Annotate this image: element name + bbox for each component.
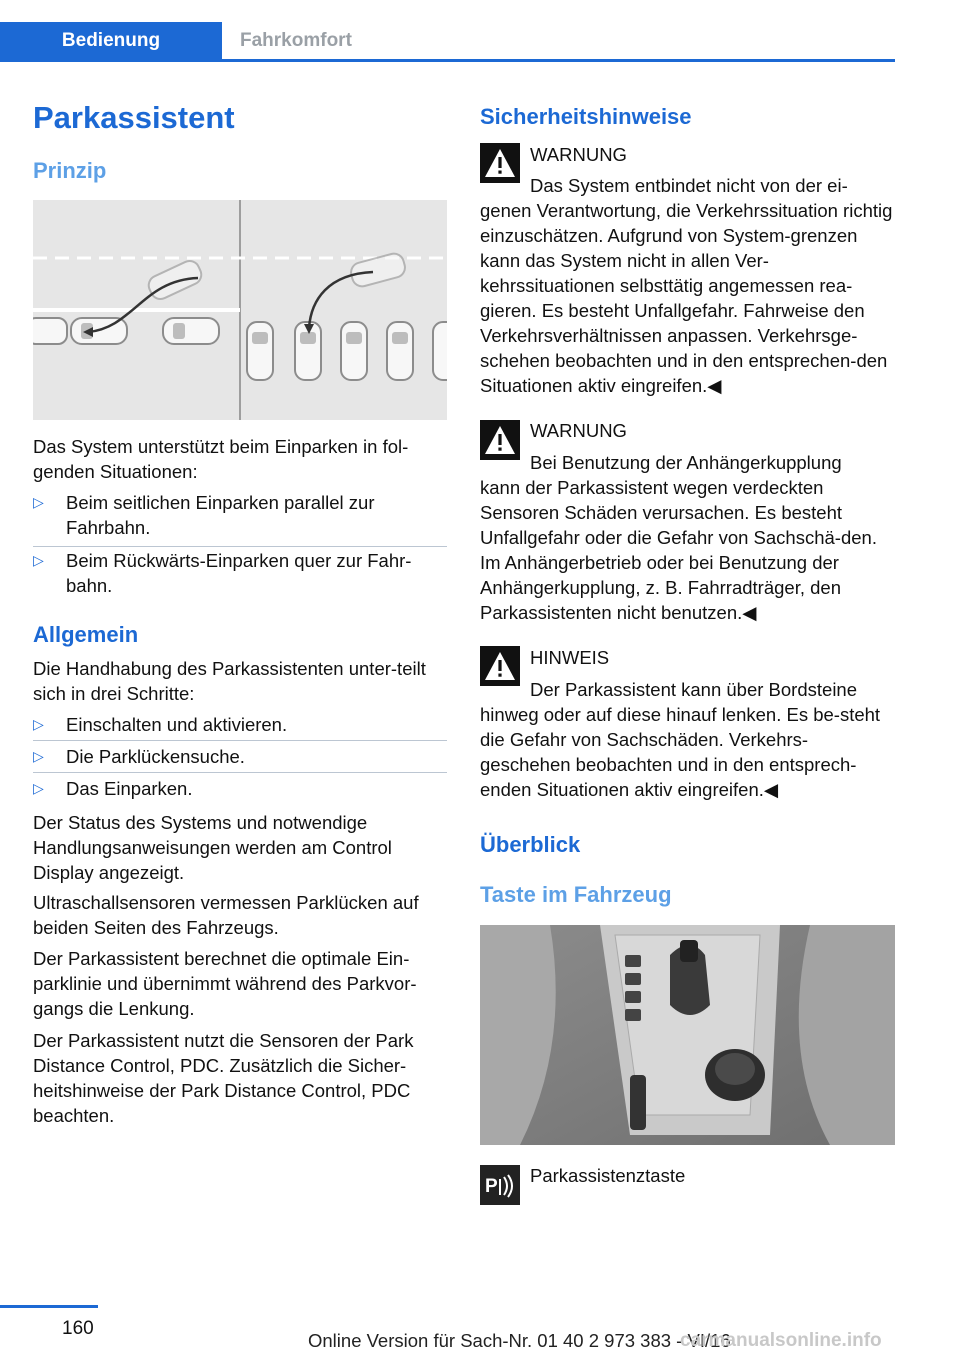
warning-icon: [480, 143, 520, 183]
divider: [33, 740, 447, 741]
svg-text:P: P: [485, 1176, 498, 1197]
warning-icon: [480, 646, 520, 686]
triangle-bullet-icon: ▷: [33, 780, 44, 796]
watermark: carmanualsonline.info: [680, 1330, 882, 1351]
button-caption: Parkassistenztaste: [530, 1165, 686, 1186]
overview-heading: Überblick: [480, 832, 581, 857]
page-title: Parkassistent: [33, 100, 235, 135]
notice-text: hinweg oder auf diese hinauf lenken. Es be-steht die Gefahr von Sachschäden. Verkehrs-geschehen beobachten und in den entsprech-enden Situationen aktiv eingreifen.◀: [480, 704, 881, 800]
notice-label: WARNUNG: [530, 144, 627, 165]
notice-first-line: Der Parkassistent kann über Bordsteine: [530, 679, 858, 700]
button-heading: Taste im Fahrzeug: [480, 882, 672, 907]
paragraph: Der Parkassistent berechnet die optimale Ein-parklinie und übernimmt während des Parkvor-gangs die Lenkung.: [33, 948, 417, 1019]
notice-label: HINWEIS: [530, 647, 610, 668]
general-heading: Allgemein: [33, 622, 139, 647]
notice-first-line: Das System entbindet nicht von der ei-: [530, 175, 848, 196]
online-version-text: Online Version für Sach-Nr. 01 40 2 973 383 - VI/16: [308, 1330, 731, 1351]
notice-text: genen Verantwortung, die Verkehrssituation richtig einzuschätzen. Aufgrund von System-grenzen kann das System nicht in allen Ver-kehrssituationen selbsttätig angemessen rea-gieren. Es besteht Unfallgefahr. Fahrweise den Verkehrsverhältnissen anpassen. Verkehrsge-schehen beobachten und in den entsprechen-den Situationen aktiv eingreifen.◀: [480, 200, 893, 396]
notice-label: WARNUNG: [530, 420, 627, 441]
center-console-photo: [480, 925, 895, 1145]
safety-heading: Sicherheitshinweise: [480, 104, 692, 129]
park-assist-button-icon: [480, 1165, 520, 1205]
header-tab-bar: [0, 22, 895, 62]
triangle-bullet-icon: ▷: [33, 552, 44, 568]
paragraph: Der Parkassistent nutzt die Sensoren der Park Distance Control, PDC. Zusätzlich die Sicher-heitshinweise der Park Distance Control, PDC beachten.: [33, 1030, 414, 1126]
tab-fahrkomfort[interactable]: Fahrkomfort: [240, 30, 352, 51]
triangle-bullet-icon: ▷: [33, 748, 44, 764]
principle-heading: Prinzip: [33, 158, 107, 183]
tab-bedienung[interactable]: Bedienung: [0, 22, 222, 59]
notice-text: kann der Parkassistent wegen verdeckten Sensoren Schäden verursachen. Es besteht Unfallgefahr oder die Gefahr von Sachschä-den. Im Anhängerbetrieb oder bei Benutzung der Anhängerkupplung, z. B. Fahrradträger, den Parkassistenten nicht benutzen.◀: [480, 477, 877, 623]
warning-icon: [480, 420, 520, 460]
footer-rule: [0, 1305, 98, 1308]
intro-text: Das System unterstützt beim Einparken in fol-genden Situationen:: [33, 436, 409, 482]
divider: [33, 772, 447, 773]
parking-diagram: [33, 200, 447, 420]
paragraph: Der Status des Systems und notwendige Handlungsanweisungen werden am Control Display angezeigt.: [33, 812, 392, 883]
general-intro: Die Handhabung des Parkassistenten unter-teilt sich in drei Schritte:: [33, 658, 426, 704]
paragraph: Ultraschallsensoren vermessen Parklücken auf beiden Seiten des Fahrzeugs.: [33, 892, 419, 938]
divider: [33, 546, 447, 547]
notice-first-line: Bei Benutzung der Anhängerkupplung: [530, 452, 842, 473]
triangle-bullet-icon: ▷: [33, 494, 44, 510]
triangle-bullet-icon: ▷: [33, 716, 44, 732]
page-number: 160: [62, 1318, 94, 1339]
